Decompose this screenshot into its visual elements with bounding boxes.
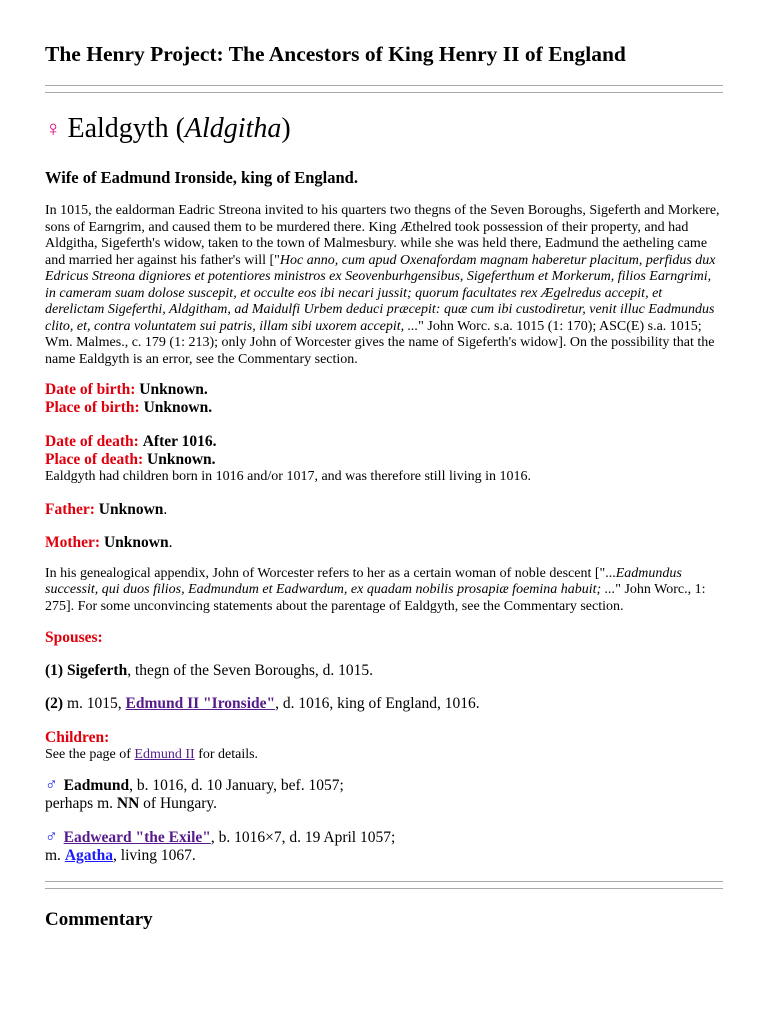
person-subtitle: Wife of Eadmund Ironside, king of England. [45,168,358,187]
spouse-1: (1) Sigeferth, thegn of the Seven Boroughs, d. 1015. [45,662,374,679]
death-note: Ealdgyth had children born in 1016 and/or 1017, and was therefore still living in 1016. [45,469,532,484]
divider [45,85,723,86]
divider [45,92,723,93]
spouse-2-link[interactable]: Edmund II "Ironside" [125,695,276,712]
spouse-1-name: Sigeferth [66,662,128,679]
latin-quote: Eadmundus successit, qui duos filios, Eadmundum et Eadwardum, ex quadam nobilis prosapiæ foemina habuit; ... [45,565,682,597]
person-name: Ealdgyth (Aldgitha) [67,113,291,144]
child-2: ♂ Eadweard "the Exile", b. 1016×7, d. 19 April 1057; m. Agatha, living 1067. [45,826,396,864]
birth-facts [45,381,723,417]
commentary-heading: Commentary [45,908,153,930]
intro-paragraph: In 1015, the ealdorman Eadric Streona invited to his quarters two thegns of the Seven Boroughs, Sigeferth and Morkere, sons of Earngrim, and caused them to be murdered there. King Æthelred took possession of their property, and had Aldgitha, Sigeferth's widow, taken to the town of Malmesbury. while she was held there, Eadmund the aetheling came and married her against his father's will ["Hoc anno, cum apud Oxenafordam magnam haberetur placitum, perfidus dux Edricus Streona digniores et potentiores ministros ex Seovenburhgensibus, Sigeferthum et Morkerum, filios Earngrimi, in cameram suam dolose suscepit, et occulte eos ibi necari jussit; quorum facultates rex Ægelredus accepit, et derelictam Sigeferthi, Aldgitham, ad Maidulfi Urbem deduci præcepit: quæ cum ibi custodiretur, venit illuc Eadmundus clito, et, contra voluntatem sui patris, illam sibi uxorem accepit, ..." John Worc. s.a. 1015 (1: 170); ASC(E) s.a. 1015; Wm. Malmes., c. 179 (1: 213); only John of Worcester gives the name of Sigeferth's widow]. On the possibility that the name Ealdgyth is an error, see the Commentary section. [45,203,720,367]
divider [45,888,723,889]
edmund-ii-link[interactable]: Edmund II [134,747,195,762]
child-1-name: Eadmund [63,776,130,794]
site-title: The Henry Project: The Ancestors of King Henry II of England [45,42,626,66]
male-symbol-icon: ♂ [45,826,58,846]
children-label: Children: [45,729,110,746]
child-2-link[interactable]: Eadweard "the Exile" [63,828,211,846]
death-place-row: Place of death: Unknown. [45,451,216,468]
divider [45,881,723,882]
child-1: ♂ Eadmund, b. 1016, d. 10 January, bef. 1057; perhaps m. NN of Hungary. [45,774,344,812]
person-name-alt: Aldgitha [184,113,282,144]
genealogy-paragraph: In his genealogical appendix, John of Worcester refers to her as a certain woman of noble descent ["...Eadmundus successit, qui duos filios, Eadmundum et Eadwardum, ex quadam nobilis prosapiæ foemina habuit; ..." John Worc., 1: 275]. For some unconvincing statements about the parentage of Ealdgyth, see the Commentary section. [45,565,706,614]
spouses-label: Spouses: [45,629,103,646]
female-symbol-icon: ♀ [45,116,62,141]
male-symbol-icon: ♂ [45,774,58,794]
birth-place-row: Place of birth: Unknown. [45,399,213,416]
agatha-link[interactable]: Agatha [64,846,114,864]
mother-row: Mother: Unknown. [45,533,173,551]
death-date-row: Date of death: After 1016. [45,433,217,450]
spouse-2: (2) m. 1015, Edmund II "Ironside", d. 1016, king of England, 1016. [45,695,480,712]
latin-quote: Hoc anno, cum apud Oxenafordam magnam haberetur placitum, perfidus dux Edricus Streona digniores et potentiores ministros ex Seovenburhgensibus, Sigeferthum et Morkerum, filios Earngrimi, in cameram suam dolose suscepit, et occulte eos ibi necari jussit; quorum facultates rex Ægelredus accepit, et derelictam Sigeferthi, Aldgitham, ad Maidulfi Urbem deduci præcepit: quæ cum ibi custodiretur, venit illuc Eadmundus clito, et, contra voluntatem sui patris, illam sibi uxorem accepit, ... [45,252,716,334]
death-facts [45,433,723,486]
father-row: Father: Unknown. [45,500,168,518]
birth-date-row: Date of birth: Unknown. [45,381,208,398]
page-title [45,113,723,145]
children-see: See the page of Edmund II for details. [45,747,259,762]
children-section [45,729,723,764]
